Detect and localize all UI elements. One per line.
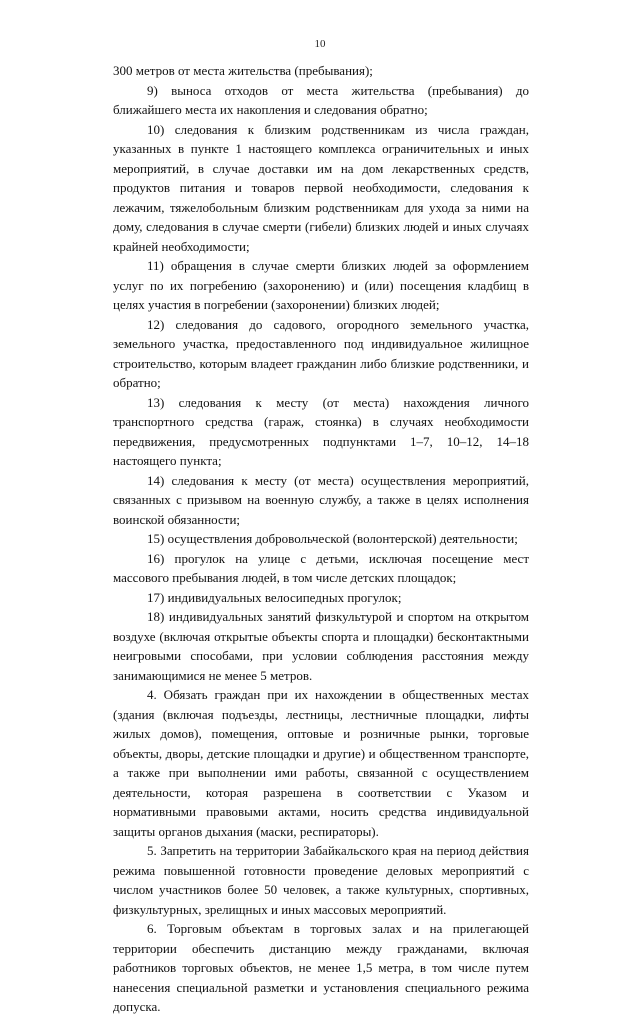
paragraph-item-17: 17) индивидуальных велосипедных прогулок; [147,589,402,605]
paragraph-item-11: 11) обращения в случае смерти близких людей за оформлением услуг по их погребению (захоронению) и (или) посещения кладбищ в целях участия в погребении (захоронении) близких людей; [113,258,529,312]
paragraph-item-14: 14) следования к месту (от места) осуществления мероприятий, связанных с призывом на военную службу, а также в целях исполнения воинской обязанности; [113,472,529,527]
paragraph-item-12: 12) следования до садового, огородного земельного участка, земельного участка, предоставленного под индивидуальное жилищное строительство, которым владеет гражданин либо близкие родственники, и обратно; [113,316,529,390]
paragraph-item-15: 15) осуществления добровольческой (волонтерской) деятельности; [147,531,518,546]
paragraph-item-10: 10) следования к близким родственникам из числа граждан, указанных в пункте 1 настоящего комплекса ограничительных и иных мероприятий, в случае доставки им на дом лекарственных средств, продуктов питания и товаров первой необходимости, следования к лежачим, тяжелобольным близким родственникам для ухода за ними на дому, следования в случае смерти (гибели) близких людей и иных случаях крайней необходимости; [113,121,529,254]
page-number: 10 [314,38,326,50]
paragraph-continuation: 300 метров от места жительства (пребывания); [113,63,373,78]
paragraph-section-5: 5. Запретить на территории Забайкальского края на период действия режима повышенной готовности проведение деловых мероприятий с числом участников более 50 человек, а также культурных, спортивных, физкультурных, зрелищных и иных массовых мероприятий. [113,843,529,917]
paragraph-item-18: 18) индивидуальных занятий физкультурой и спортом на открытом воздухе (включая открытые объекты спорта и площадки) бесконтактными неигровыми способами, при условии соблюдения расстояния между занимающимися не менее 5 метров. [113,609,529,683]
document-body [113,61,529,1017]
paragraph-item-13: 13) следования к месту (от места) нахождения личного транспортного средства (гараж, стоянка) в случаях необходимости передвижения, предусмотренных подпунктами 1–7, 10–12, 14–18 настоящего пункта; [113,394,529,468]
paragraph-section-6: 6. Торговым объектам в торговых залах и на прилегающей территории обеспечить дистанцию между гражданами, включая работников торговых объектов, не менее 1,5 метра, в том числе путем нанесения специальной разметки и установления специального режима допуска. [113,921,529,1014]
paragraph-item-16: 16) прогулок на улице с детьми, исключая посещение мест массового пребывания людей, в том числе детских площадок; [113,550,529,585]
paragraph-item-9: 9) выноса отходов от места жительства (пребывания) до ближайшего места их накопления и следования обратно; [113,82,529,117]
paragraph-section-4: 4. Обязать граждан при их нахождении в общественных местах (здания (включая подъезды, лестницы, лестничные площадки, лифты жилых домов), помещения, оптовые и розничные рынки, торговые объекты, дворы, детские площадки и другие) и общественном транспорте, а также при выполнении ими работы, связанной с осуществлением деятельности, которая разрешена в соответствии с Указом и нормативными правовыми актами, носить средства индивидуальной защиты органов дыхания (маски, респираторы). [113,687,529,839]
